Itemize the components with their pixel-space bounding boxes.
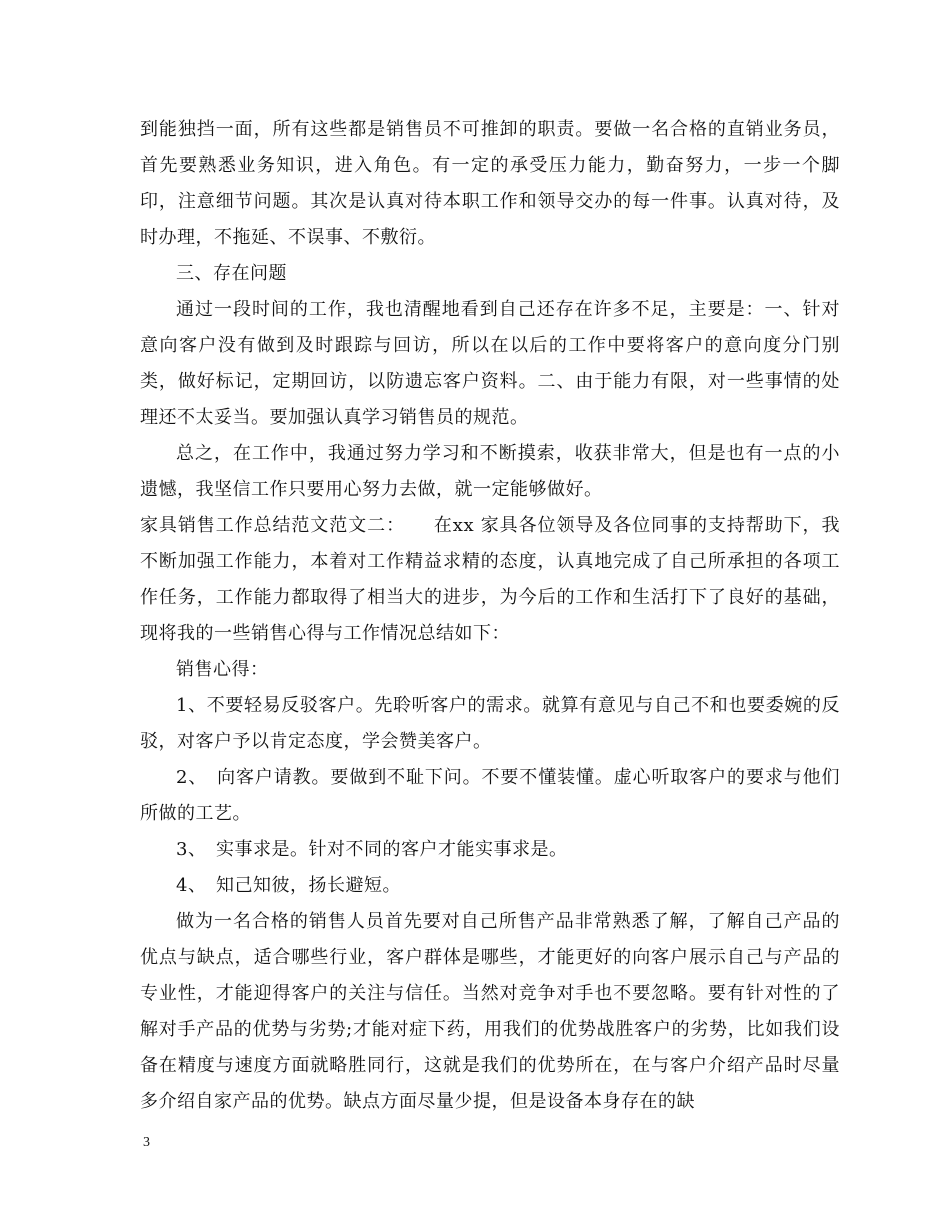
list-item-3: 3、 实事求是。针对不同的客户才能实事求是。 [176, 839, 568, 860]
list-item-2: 2、 向客户请教。要做到不耻下问。不要不懂装懂。虚心听取客户的要求与他们所做的工艺。 [140, 767, 840, 824]
document-body [140, 112, 840, 1120]
list-item-4: 4、 知己知彼，扬长避短。 [176, 875, 401, 896]
page-number: 3 [143, 1135, 150, 1150]
paragraph-problems: 通过一段时间的工作，我也清醒地看到自己还存在许多不足，主要是：一、针对意向客户没有做到及时跟踪与回访，所以在以后的工作中要将客户的意向度分门别类，做好标记，定期回访，以防遗忘客户资料。二、由于能力有限，对一些事情的处理还不太妥当。要加强认真学习销售员的规范。 [140, 299, 840, 428]
paragraph-continuation: 到能独挡一面，所有这些都是销售员不可推卸的职责。要做一名合格的直销业务员，首先要熟悉业务知识，进入角色。有一定的承受压力能力，勤奋努力，一步一个脚印，注意细节问题。其次是认真对待本职工作和领导交办的每一件事。认真对待，及时办理，不拖延、不误事、不敷衍。 [140, 119, 840, 248]
paragraph-product-knowledge: 做为一名合格的销售人员首先要对自己所售产品非常熟悉了解，了解自己产品的优点与缺点，适合哪些行业，客户群体是哪些，才能更好的向客户展示自己与产品的专业性，才能迎得客户的关注与信任。当然对竞争对手也不要忽略。要有针对性的了解对手产品的优势与劣势;才能对症下药，用我们的优势战胜客户的劣势，比如我们设备在精度与速度方面就略胜同行，这就是我们的优势所在，在与客户介绍产品时尽量多介绍自家产品的优势。缺点方面尽量少提，但是设备本身存在的缺 [140, 911, 840, 1112]
paragraph-sample-two: 家具销售工作总结范文范文二： 在xx 家具各位领导及各位同事的支持帮助下，我不断加强工作能力，本着对工作精益求精的态度，认真地完成了自己所承担的各项工作任务，工作能力都取得了相当大的进步，为今后的工作和生活打下了良好的基础，现将我的一些销售心得与工作情况总结如下： [140, 515, 840, 644]
paragraph-sales-experience-heading: 销售心得： [176, 659, 269, 680]
section-heading-existing-problems: 三、存在问题 [176, 263, 287, 284]
paragraph-summary: 总之，在工作中，我通过努力学习和不断摸索，收获非常大，但是也有一点的小遗憾，我坚信工作只要用心努力去做，就一定能够做好。 [140, 443, 840, 500]
list-item-1: 1、不要轻易反驳客户。先聆听客户的需求。就算有意见与自己不和也要委婉的反驳，对客户予以肯定态度，学会赞美客户。 [140, 695, 840, 752]
